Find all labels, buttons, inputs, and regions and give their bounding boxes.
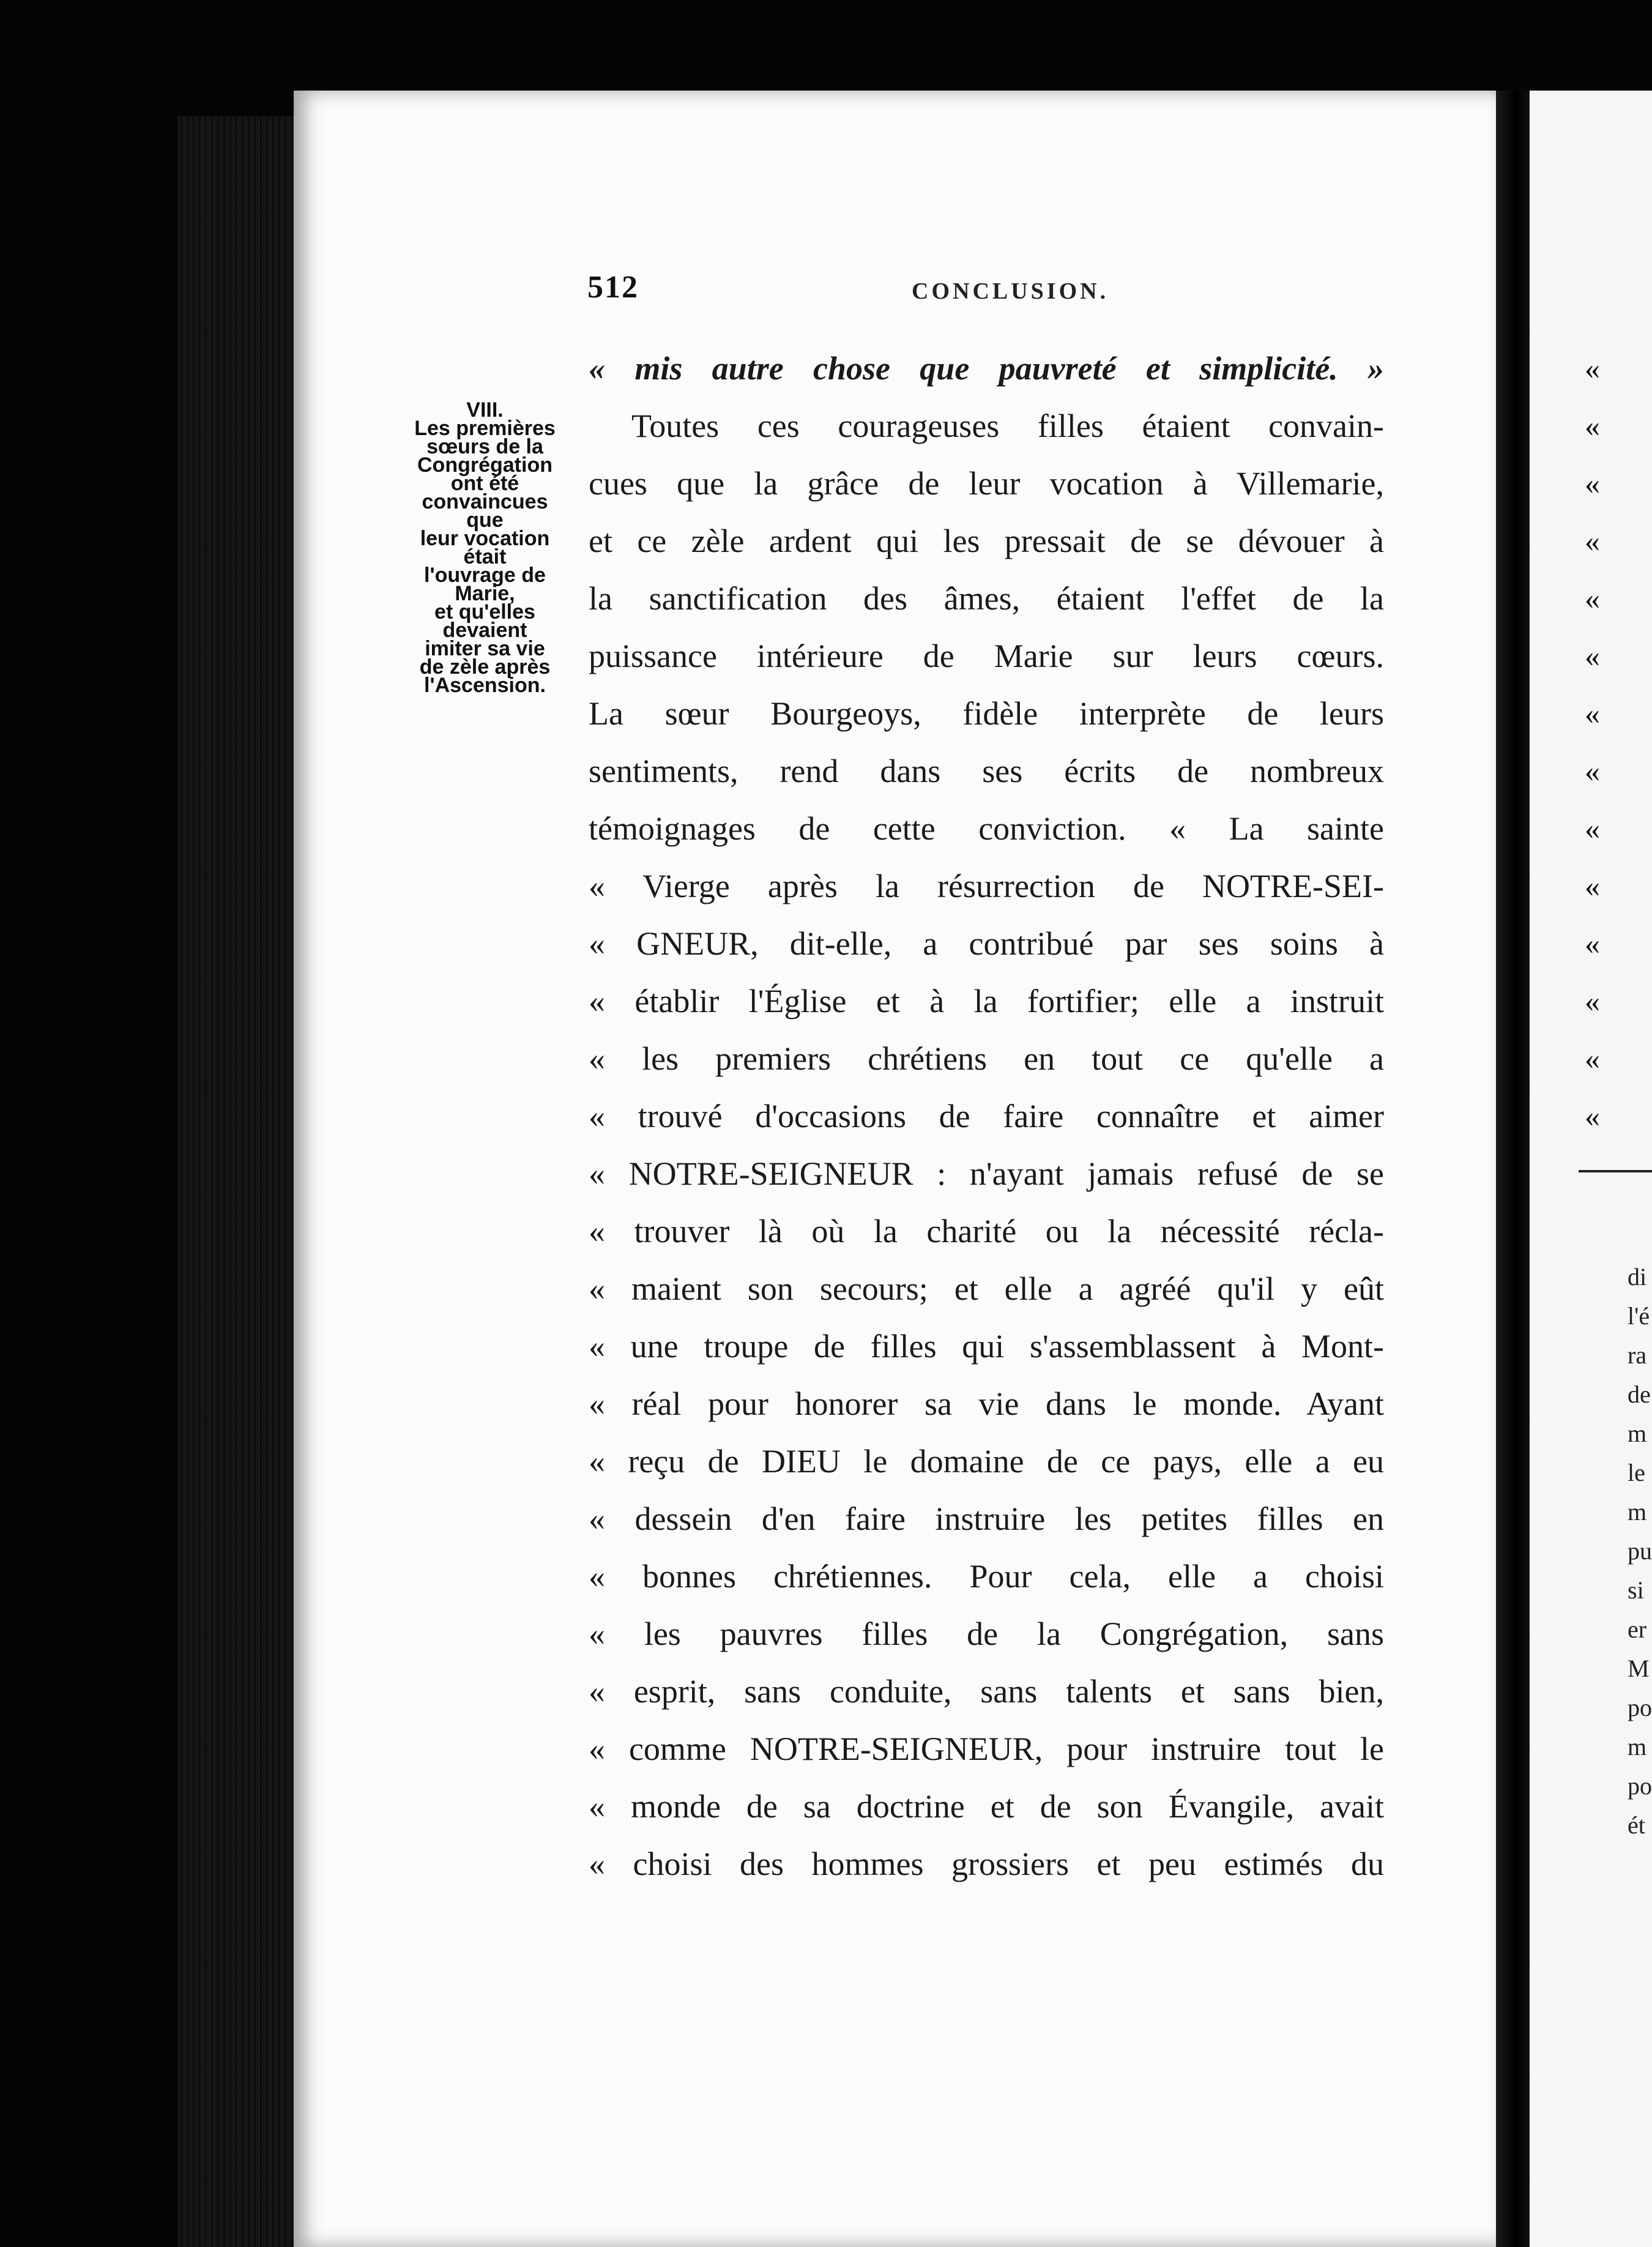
body-line: la sanctification des âmes, étaient l'effet de la [589, 580, 1384, 617]
margin-sidenote [401, 398, 569, 697]
body-line: « les premiers chrétiens en tout ce qu'elle a [589, 1040, 1384, 1077]
body-line: « établir l'Église et à la fortifier; elle a instruit [589, 983, 1384, 1019]
sidenote-line: était [463, 545, 507, 568]
facing-fragment: pu [1628, 1537, 1652, 1565]
facing-fragment: de [1628, 1381, 1651, 1408]
body-line: « dessein d'en faire instruire les petites filles en [589, 1500, 1384, 1537]
facing-fragment: si [1628, 1576, 1644, 1604]
page-gutter [1496, 91, 1530, 2247]
body-line: cues que la grâce de leur vocation à Villemarie, [589, 465, 1384, 502]
facing-fragment: ra [1628, 1341, 1647, 1369]
sidenote-line: de zèle après [419, 655, 551, 679]
sidenote-line: convaincues [422, 490, 548, 513]
facing-quote-mark: « [1585, 639, 1600, 673]
sidenote-line: l'Ascension. [424, 674, 546, 697]
body-line: « maient son secours; et elle a agréé qu'il y eût [589, 1270, 1384, 1307]
body-line: Toutes ces courageuses filles étaient convain- [631, 408, 1384, 444]
facing-quote-mark: « [1585, 754, 1600, 788]
sidenote-line: et qu'elles [434, 600, 535, 624]
facing-quote-mark: « [1585, 581, 1600, 616]
facing-quote-mark: « [1585, 466, 1600, 501]
facing-quote-mark: « [1585, 409, 1600, 443]
sidenote-line: imiter sa vie [425, 637, 545, 660]
sidenote-line: que [466, 509, 504, 532]
facing-quote-mark: « [1585, 1042, 1600, 1076]
facing-fragment: M [1628, 1655, 1650, 1682]
body-line: et ce zèle ardent qui les pressait de se dévouer à [589, 523, 1384, 559]
sidenote-line: sœurs de la [426, 435, 543, 458]
facing-quote-mark: « [1585, 984, 1600, 1018]
facing-quote-mark: « [1585, 696, 1600, 731]
facing-quote-mark: « [1585, 1099, 1600, 1133]
page-number: 512 [587, 270, 639, 305]
body-line: témoignages de cette conviction. « La sainte [589, 810, 1384, 847]
body-line: « bonnes chrétiennes. Pour cela, elle a choisi [589, 1558, 1384, 1595]
facing-fragment: l'é [1628, 1302, 1650, 1330]
body-line: « reçu de DIEU le domaine de ce pays, elle a eu [589, 1443, 1384, 1480]
facing-fragment: po [1628, 1694, 1652, 1721]
sidenote-line: l'ouvrage de [424, 564, 546, 587]
body-line: « comme NOTRE-SEIGNEUR, pour instruire tout le [589, 1731, 1384, 1767]
facing-quote-mark: « [1585, 869, 1600, 903]
facing-fragment: di [1628, 1263, 1647, 1291]
facing-page-quote-marks [1585, 340, 1621, 1145]
body-line: « réal pour honorer sa vie dans le monde. Ayant [589, 1385, 1384, 1422]
body-line: « trouvé d'occasions de faire connaître et aimer [589, 1098, 1384, 1135]
body-line: « GNEUR, dit-elle, a contribué par ses soins à [589, 925, 1384, 962]
facing-fragment: er [1628, 1615, 1647, 1643]
facing-quote-mark: « [1585, 351, 1600, 386]
sidenote-line: Congrégation [417, 453, 553, 477]
body-line: La sœur Bourgeoys, fidèle interprète de leurs [589, 695, 1384, 732]
body-text [589, 340, 1384, 1893]
running-head [587, 269, 1383, 306]
body-line: « Vierge après la résurrection de NOTRE-SEI- [589, 868, 1384, 904]
facing-fragment: m [1628, 1733, 1647, 1761]
body-line: « NOTRE-SEIGNEUR : n'ayant jamais refusé de se [589, 1155, 1384, 1192]
body-line: sentiments, rend dans ses écrits de nombreux [589, 753, 1384, 789]
body-line: « les pauvres filles de la Congrégation, sans [589, 1615, 1384, 1652]
facing-fragment: ét [1628, 1811, 1645, 1839]
facing-page-fragments [1628, 1258, 1652, 1845]
sidenote-line: devaient [442, 619, 527, 642]
sidenote-line: Les premières [414, 417, 556, 440]
facing-page-rule [1579, 1170, 1652, 1172]
facing-quote-mark: « [1585, 926, 1600, 961]
facing-fragment: le [1628, 1459, 1645, 1486]
body-line: « une troupe de filles qui s'assemblassent à Mont- [589, 1328, 1384, 1365]
body-line: « trouver là où la charité ou la nécessité récla- [589, 1213, 1384, 1250]
body-line: « esprit, sans conduite, sans talents et sans bien, [589, 1673, 1384, 1710]
facing-fragment: po [1628, 1772, 1652, 1800]
facing-fragment: m [1628, 1498, 1647, 1526]
body-line: puissance intérieure de Marie sur leurs cœurs. [589, 638, 1384, 674]
body-line: « choisi des hommes grossiers et peu estimés du [589, 1846, 1384, 1882]
body-line: « monde de sa doctrine et de son Évangile, avait [589, 1788, 1384, 1825]
sidenote-line: ont été [450, 472, 519, 495]
body-line: « mis autre chose que pauvreté et simplicité. » [589, 350, 1384, 387]
sidenote-line: leur vocation [420, 527, 550, 550]
sidenote-line: Marie, [455, 582, 515, 605]
facing-quote-mark: « [1585, 811, 1600, 846]
sidenote-line: VIII. [466, 398, 504, 422]
book-binding-edge [177, 116, 300, 2247]
section-title: CONCLUSION. [912, 278, 1109, 304]
facing-fragment: m [1628, 1420, 1647, 1447]
facing-quote-mark: « [1585, 524, 1600, 558]
